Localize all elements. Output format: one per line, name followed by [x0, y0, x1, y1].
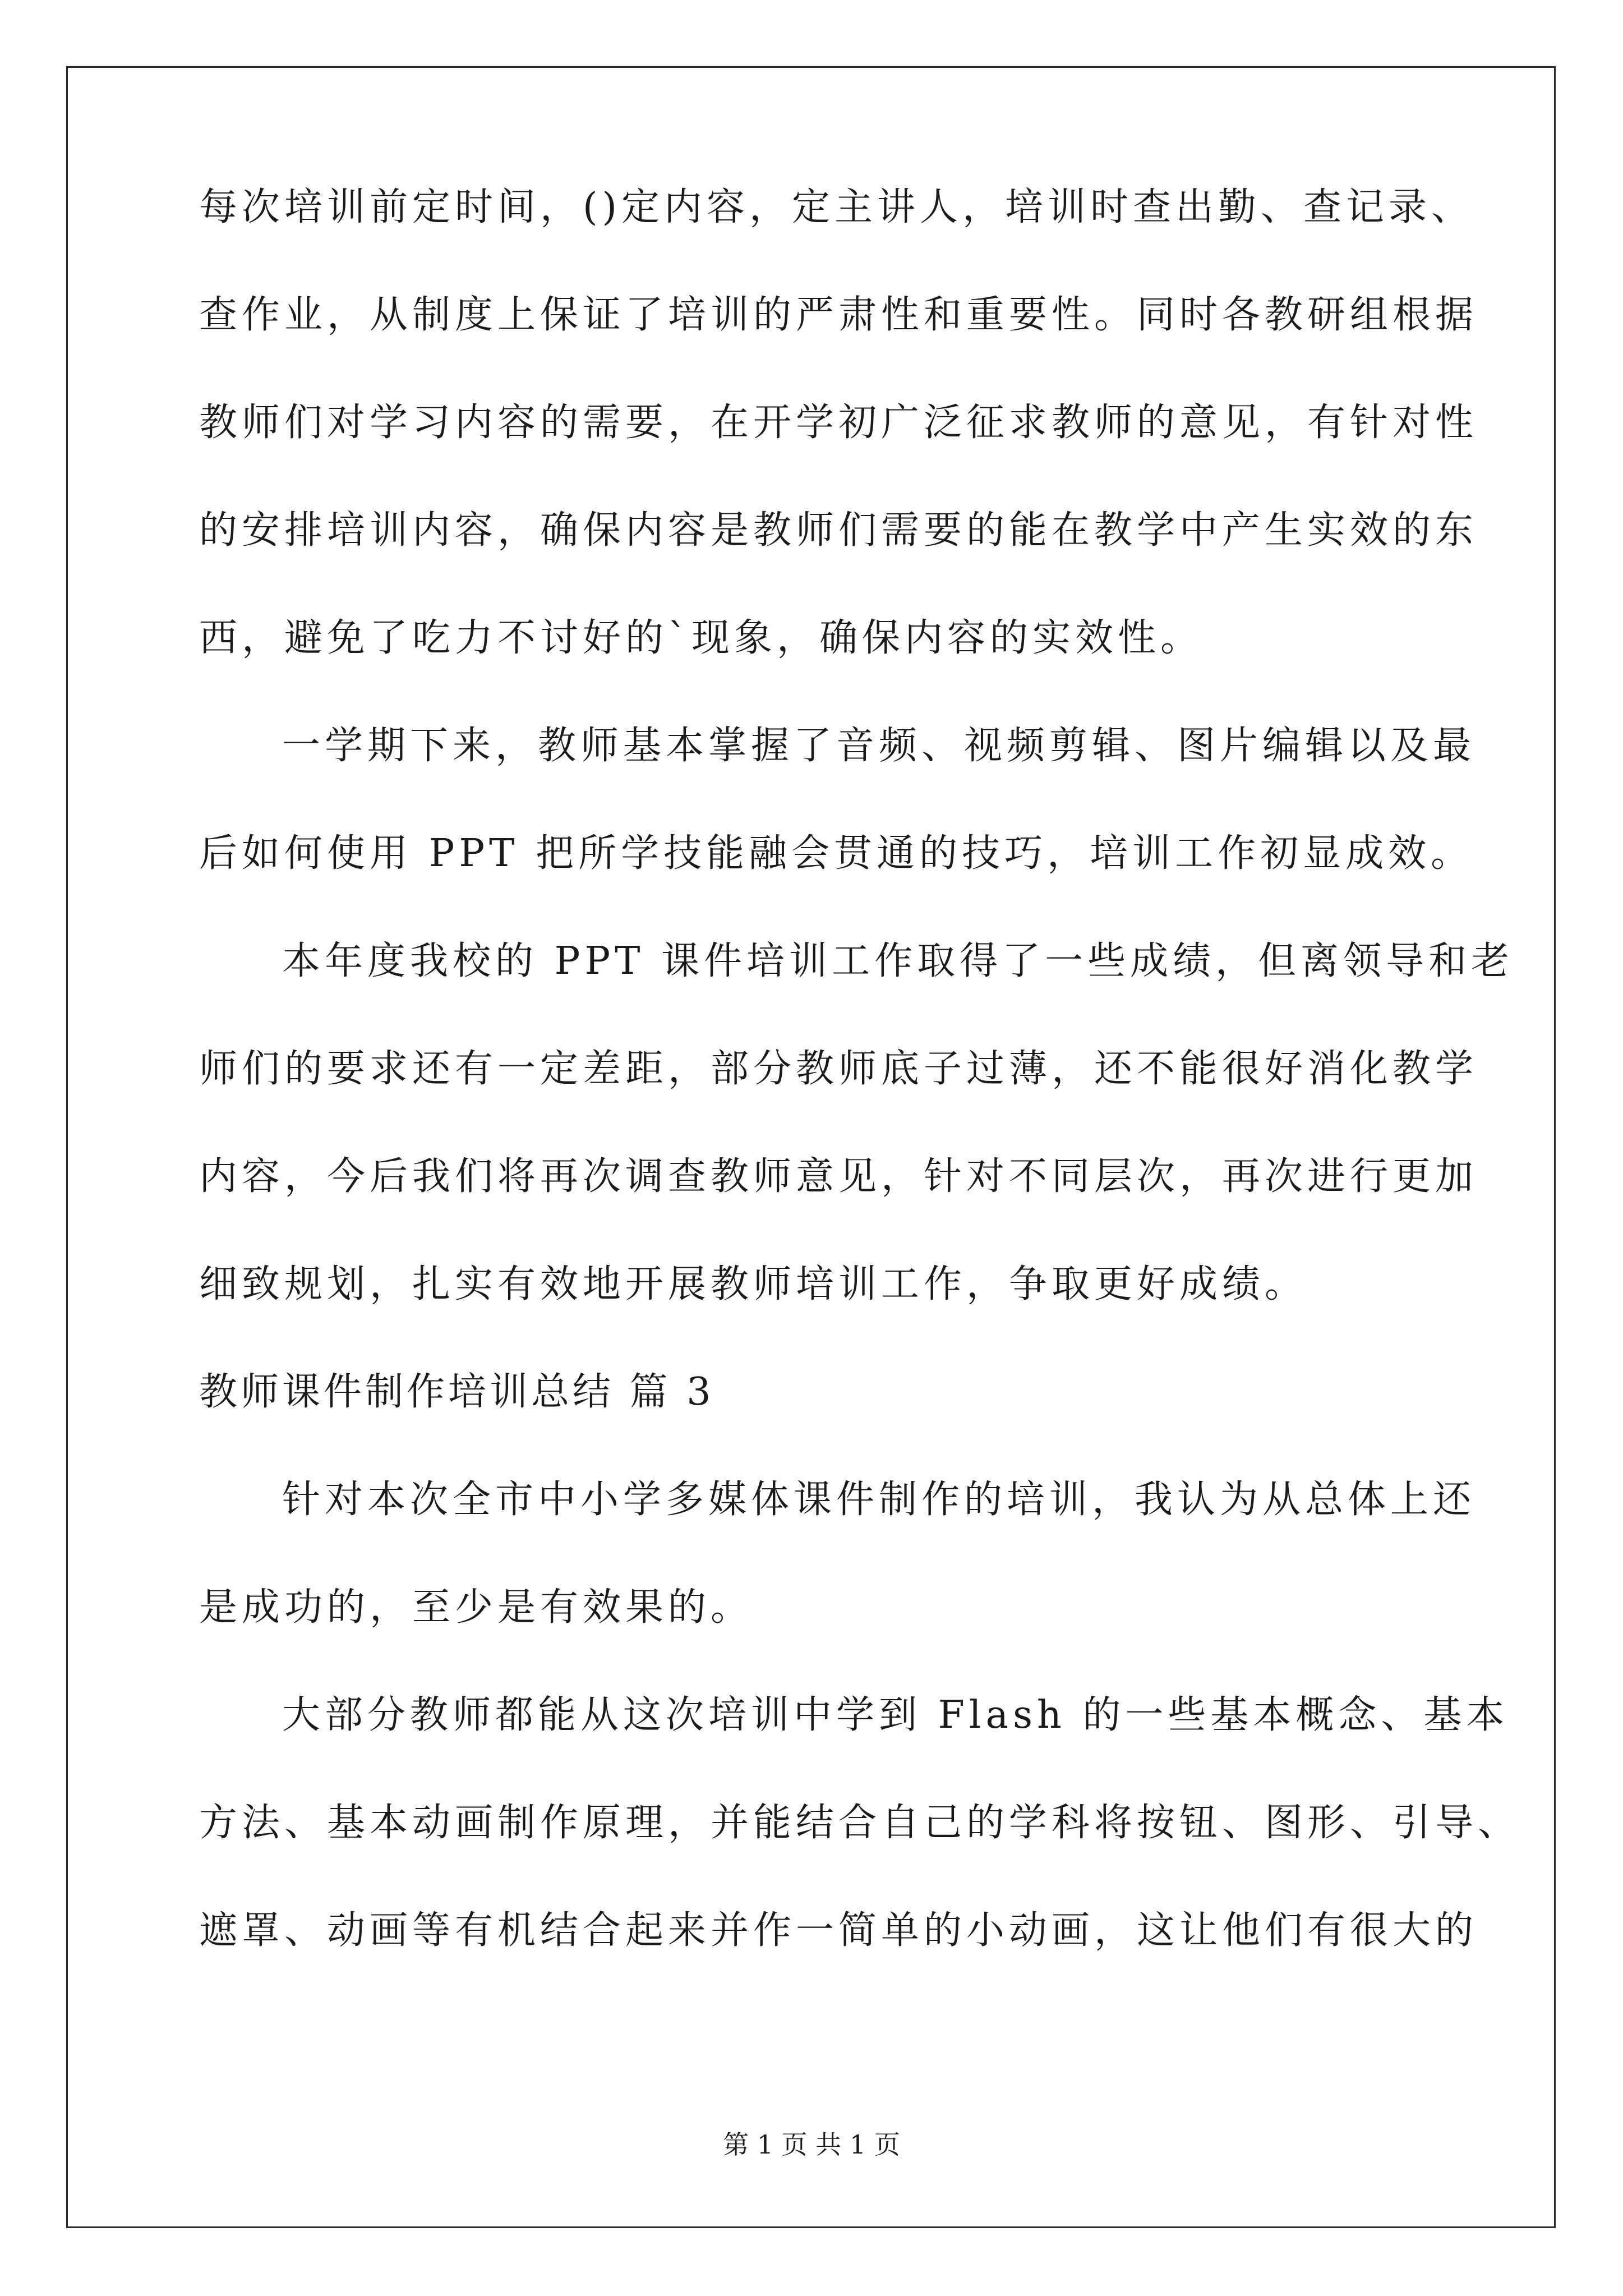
paragraph-start-line: 大部分教师都能从这次培训中学到 Flash 的一些基本概念、基本: [282, 1693, 1509, 1737]
paragraph-start-line: 针对本次全市中小学多媒体课件制作的培训，我认为从总体上还: [282, 1478, 1476, 1522]
text-line: 细致规划，扎实有效地开展教师培训工作，争取更好成绩。: [199, 1262, 1308, 1306]
paragraph-start-line: 本年度我校的 PPT 课件培训工作取得了一些成绩，但离领导和老: [282, 939, 1514, 983]
paragraph-start-line: 一学期下来，教师基本掌握了音频、视频剪辑、图片编辑以及最: [282, 724, 1476, 768]
text-line: 方法、基本动画制作原理，并能结合自己的学科将按钮、图形、引导、: [199, 1801, 1521, 1845]
page-footer: 第 1 页 共 1 页: [723, 2129, 900, 2160]
text-line: 教师们对学习内容的需要，在开学初广泛征求教师的意见，有针对性: [199, 401, 1478, 445]
text-line: 每次培训前定时间，()定内容，定主讲人，培训时查出勤、查记录、: [199, 185, 1474, 229]
document-body: [199, 185, 1521, 2016]
text-line: 遮罩、动画等有机结合起来并作一简单的小动画，这让他们有很大的: [199, 1908, 1478, 1953]
text-line: 查作业，从制度上保证了培训的严肃性和重要性。同时各教研组根据: [199, 293, 1478, 337]
text-line: 师们的要求还有一定差距，部分教师底子过薄，还不能很好消化教学: [199, 1047, 1478, 1091]
text-line: 是成功的，至少是有效果的。: [199, 1585, 754, 1630]
text-line: 后如何使用 PPT 把所学技能融会贯通的技巧，培训工作初显成效。: [199, 831, 1474, 876]
text-line: 西，避免了吃力不讨好的`现象，确保内容的实效性。: [199, 616, 1204, 660]
text-line: 的安排培训内容，确保内容是教师们需要的能在教学中产生实效的东: [199, 508, 1478, 553]
section-heading: 教师课件制作培训总结 篇 3: [199, 1370, 714, 1414]
text-line: 内容，今后我们将再次调查教师意见，针对不同层次，再次进行更加: [199, 1154, 1478, 1199]
